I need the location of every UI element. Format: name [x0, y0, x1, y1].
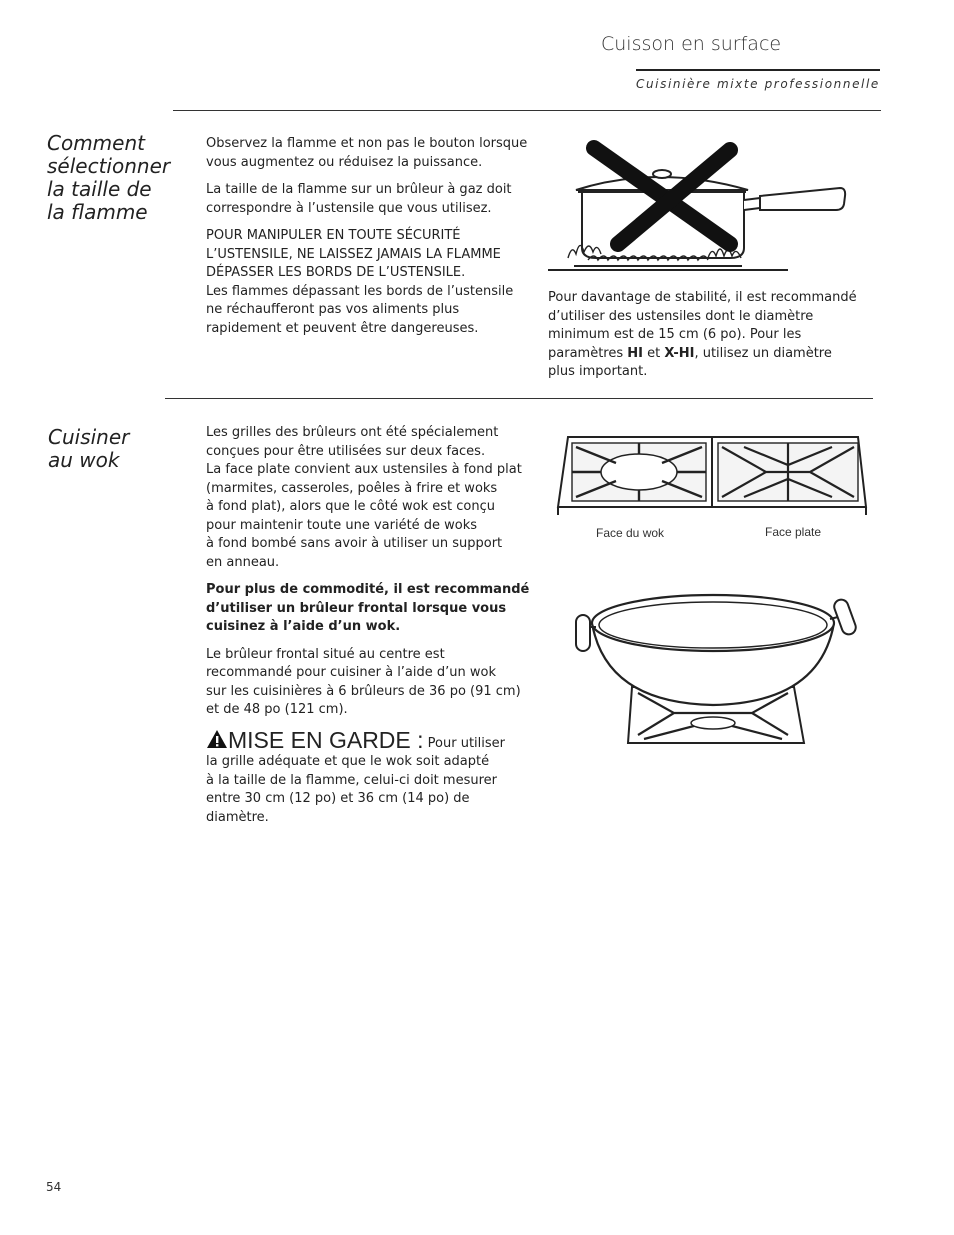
section1-heading	[47, 132, 170, 224]
text-line: plus important.	[548, 364, 648, 379]
text-line: Pour plus de commodité, il est recommandé	[206, 582, 530, 597]
text-line: L’USTENSILE, NE LAISSEZ JAMAIS LA FLAMME	[206, 246, 501, 262]
text-line: en anneau.	[206, 554, 280, 570]
text-fragment: , utilisez un diamètre	[694, 345, 832, 361]
xhi-setting: X-HI	[664, 345, 695, 361]
heading-line: Comment	[47, 131, 145, 155]
text-line: rapidement et peuvent être dangereuses.	[206, 320, 479, 336]
text-line: correspondre à l’ustensile que vous utilisez.	[206, 200, 492, 216]
heading-line: sélectionner	[47, 154, 171, 178]
text-fragment: paramètres	[548, 345, 628, 361]
page-subtitle: Cuisinière mixte professionnelle	[636, 77, 880, 91]
section1-body	[206, 135, 536, 347]
text-line: Les grilles des brûleurs ont été spécialement	[206, 425, 499, 440]
paragraph	[206, 135, 536, 172]
paragraph	[206, 424, 536, 572]
text-line: Les flammes dépassant les bords de l’ustensile	[206, 283, 514, 299]
caution-block	[206, 726, 536, 828]
section2-body	[206, 424, 536, 827]
heading-line: Cuisiner	[48, 425, 130, 449]
text-line: minimum est de 15 cm (6 po). Pour les	[548, 327, 802, 342]
text-line: La taille de la flamme sur un brûleur à gaz doit	[206, 182, 512, 197]
text-line: Pour davantage de stabilité, il est recommandé	[548, 290, 857, 305]
text-line: (marmites, casseroles, poêles à frire et woks	[206, 480, 498, 496]
text-line: la grille adéquate et que le wok soit adapté	[206, 754, 490, 769]
text-line: et de 48 po (121 cm).	[206, 702, 348, 717]
text-fragment: Pour utiliser	[423, 735, 506, 751]
text-line: pour maintenir toute une variété de woks	[206, 517, 478, 533]
text-line: à la taille de la flamme, celui-ci doit mesurer	[206, 772, 497, 788]
caption-wok-side: Face du wok	[596, 526, 665, 540]
hi-setting: HI	[627, 345, 643, 361]
text-line: Le brûleur frontal situé au centre est	[206, 646, 445, 662]
heading-line: la flamme	[47, 200, 148, 224]
text-fragment: et	[642, 345, 665, 361]
grate-illustration	[556, 435, 868, 520]
stability-note	[548, 289, 868, 382]
caution-title: MISE EN GARDE :	[228, 726, 424, 753]
text-line: Observez la flamme et non pas le bouton lorsque	[206, 136, 528, 151]
text-line: La face plate convient aux ustensiles à fond plat	[206, 462, 522, 477]
warning-icon	[206, 729, 228, 749]
text-line: entre 30 cm (12 po) et 36 cm (14 po) de diamètre.	[206, 791, 470, 825]
text-line: recommandé pour cuisiner à l’aide d’un wok	[206, 665, 497, 680]
text-line: sur les cuisinières à 6 brûleurs de 36 po (91 cm)	[206, 683, 521, 699]
wok-illustration	[574, 575, 859, 750]
text-line: conçues pour être utilisées sur deux faces.	[206, 443, 486, 459]
text-line: d’utiliser des ustensiles dont le diamètre	[548, 308, 814, 324]
section-divider	[165, 398, 873, 399]
pot-flame-illustration	[548, 140, 848, 275]
text-line: à fond plat), alors que le côté wok est conçu	[206, 499, 495, 514]
heading-line: la taille de	[47, 177, 152, 201]
page-number: 54	[46, 1180, 62, 1194]
paragraph	[206, 646, 536, 720]
heading-line: au wok	[48, 448, 120, 472]
section-divider	[173, 110, 881, 111]
paragraph	[206, 181, 536, 218]
text-line: cuisinez à l’aide d’un wok.	[206, 619, 401, 634]
text-line: à fond bombé sans avoir à utiliser un support	[206, 536, 503, 551]
text-line: POUR MANIPULER EN TOUTE SÉCURITÉ	[206, 228, 461, 243]
text-line	[548, 345, 868, 364]
text-line: d’utiliser un brûleur frontal lorsque vous	[206, 600, 507, 616]
paragraph	[206, 227, 536, 338]
header-rule	[636, 69, 880, 71]
caution-line	[206, 726, 536, 754]
text-line: DÉPASSER LES BORDS DE L’USTENSILE.	[206, 265, 466, 280]
section2-heading	[48, 426, 129, 472]
page-title: Cuisson en surface	[601, 33, 782, 55]
text-line: vous augmentez ou réduisez la puissance.	[206, 154, 483, 170]
text-line: ne réchaufferont pas vos aliments plus	[206, 302, 460, 317]
paragraph-bold	[206, 581, 536, 637]
caption-flat-side: Face plate	[765, 525, 822, 539]
